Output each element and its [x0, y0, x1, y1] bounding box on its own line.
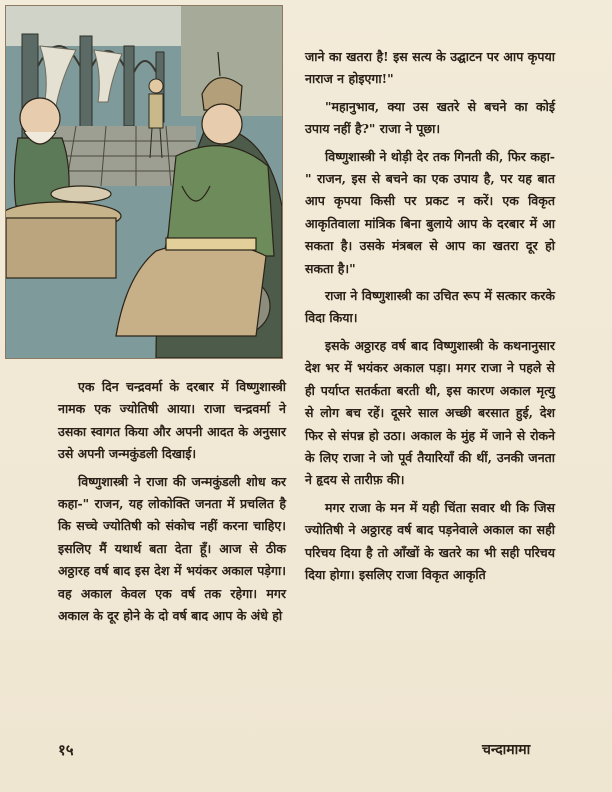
paragraph: मगर राजा के मन में यही चिंता सवार थी कि जिस ज्योतिषी ने अठ्ठारह वर्ष बाद पड़नेवाले अकाल का सही परिचय दिया है तो आँखों के खतरे का भी सही परिचय दिया होगा। इसलिए राजा विकृत आकृति: [305, 499, 555, 582]
paragraph: "महानुभाव, क्या उस खतरे से बचने का कोई उपाय नहीं है?" राजा ने पूछा।: [305, 98, 555, 137]
left-text-column: [58, 376, 286, 632]
paragraph: विष्णुशास्त्री ने राजा की जन्मकुंडली शोध कर कहा-" राजन, यह लोकोक्ति जनता में प्रचलित है कि सच्चे ज्योतिषी को संकोच नहीं करना चाहिए। इसलिए मैं यथार्थ बता देता हूँ। आज से ठीक अठ्ठारह वर्ष बाद इस देश में भयंकर अकाल पड़ेगा। वह अकाल केवल एक वर्ष तक रहेगा। मगर अकाल के दूर होने के दो वर्ष बाद आप के अंधे हो: [58, 473, 286, 624]
story-illustration: [5, 5, 283, 359]
paragraph: इसके अठ्ठारह वर्ष बाद विष्णुशास्त्री के कथनानुसार देश भर में भयंकर अकाल पड़ा। मगर राजा ने पहले से ही पर्याप्त सतर्कता बरती थी, इस कारण अकाल मृत्यु से लोग बच रहें। दूसरे साल अच्छी बरसात हुई, देश फिर से संपन्न हो उठा। अकाल के मुंह में जाने से रोकने के लिए राजा ने जो पूर्व तैयारियाँ की थीं, उनकी जनता ने हृदय से तारीफ़ की।: [305, 337, 555, 488]
magazine-name: चन्दामामा: [482, 742, 531, 758]
right-text-column: [305, 46, 555, 591]
page-number: १५: [58, 741, 74, 759]
paragraph: एक दिन चन्द्रवर्मा के दरबार में विष्णुशास्त्री नामक एक ज्योतिषी आया। राजा चन्द्रवर्मा ने उसका स्वागत किया और अपनी आदत के अनुसार उसे अपनी जन्मकुंडली दिखाई।: [58, 379, 286, 462]
paragraph: विष्णुशास्त्री ने थोड़ी देर तक गिनती की, फिर कहा-" राजन, इस से बचने का एक उपाय है, पर यह बात आप कृपया किसी पर प्रकट न करें। एक विकृत आकृतिवाला मांत्रिक बिना बुलाये आप के दरबार में आ सकता है। उसके मंत्रबल से आप का खतरा दूर हो सकता है।": [305, 148, 555, 276]
paragraph: राजा ने विष्णुशास्त्री का उचित रूप में सत्कार करके विदा किया।: [305, 288, 555, 326]
paragraph: जाने का खतरा है! इस सत्य के उद्घाटन पर आप कृपया नाराज न होइएगा!": [305, 49, 555, 87]
